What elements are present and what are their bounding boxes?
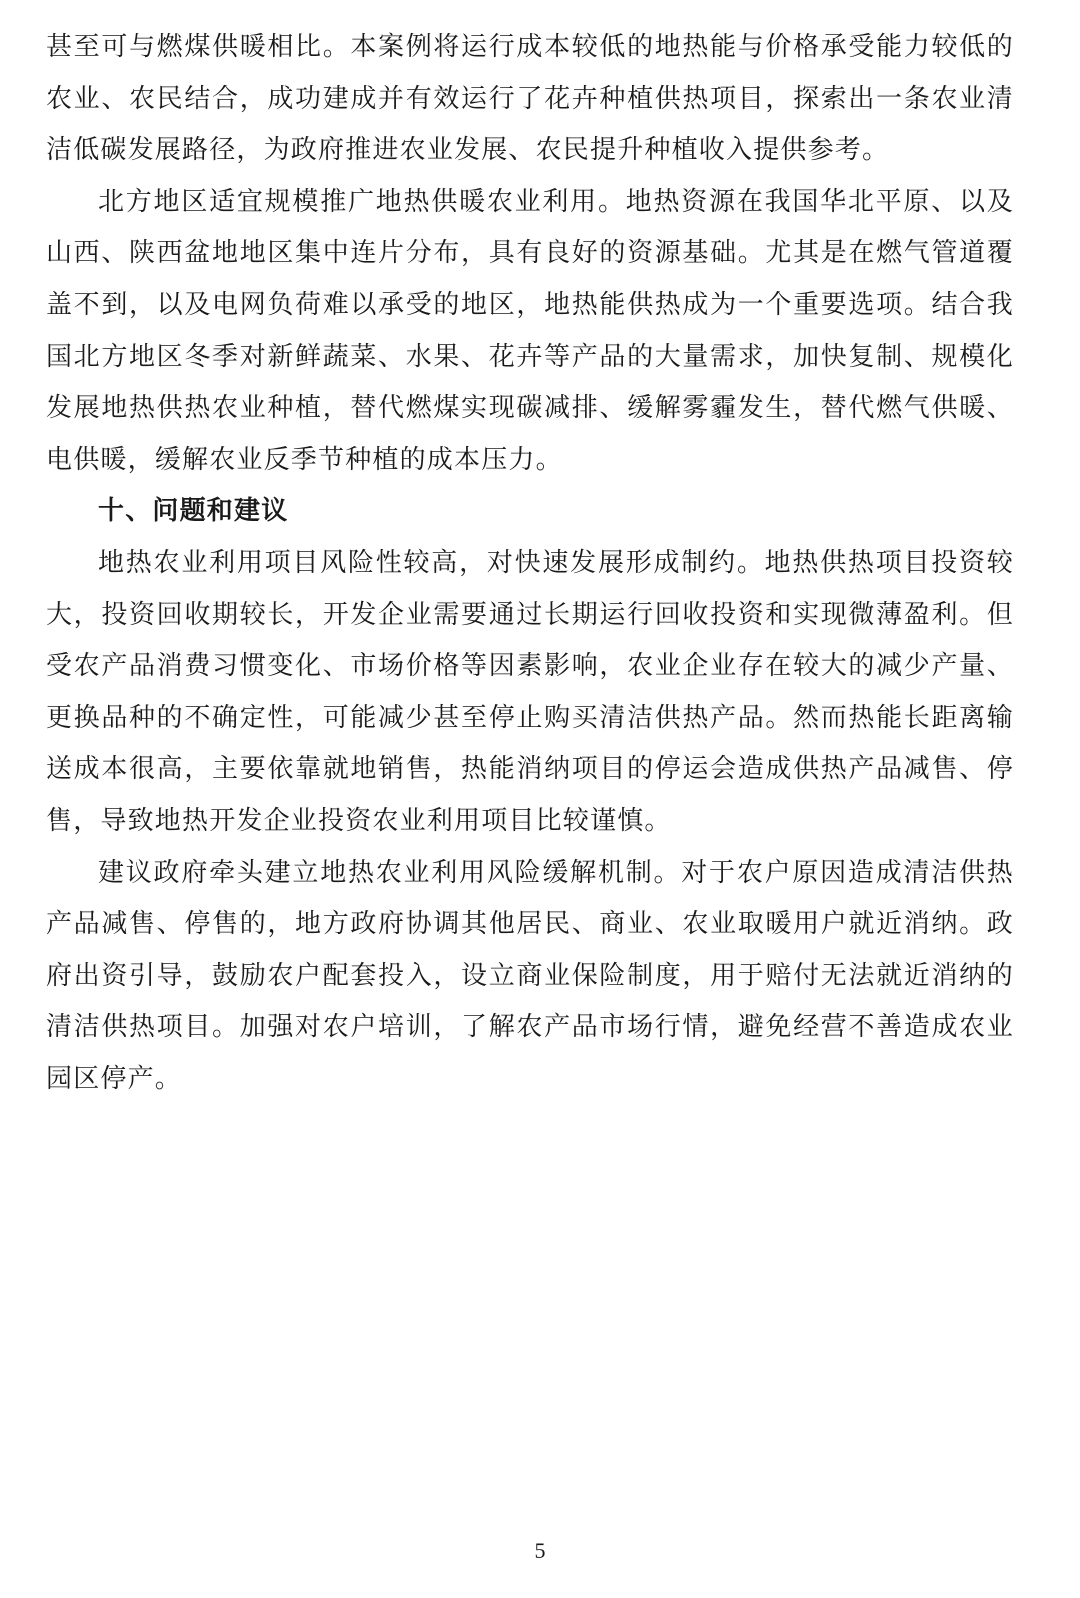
paragraph-intro-continued: 甚至可与燃煤供暖相比。本案例将运行成本较低的地热能与价格承受能力较低的农业、农民结合，成功建成并有效运行了花卉种植供热项目，探索出一条农业清洁低碳发展路径，为政府推进农业发展、农民提升种植收入提供参考。 [46, 32, 1014, 166]
page-number: 5 [534, 1538, 546, 1563]
section-heading-problems-suggestions: 十、问题和建议 [98, 496, 289, 527]
paragraph-risk: 地热农业利用项目风险性较高，对快速发展形成制约。地热供热项目投资较大，投资回收期较长，开发企业需要通过长期运行回收投资和实现微薄盈利。但受农产品消费习惯变化、市场价格等因素影响，农业企业存在较大的减少产量、更换品种的不确定性，可能减少甚至停止购买清洁供热产品。然而热能长距离输送成本很高，主要依靠就地销售，热能消纳项目的停运会造成供热产品减售、停售，导致地热开发企业投资农业利用项目比较谨慎。 [46, 547, 1014, 836]
paragraph-suggestion: 建议政府牵头建立地热农业利用风险缓解机制。对于农户原因造成清洁供热产品减售、停售的，地方政府协调其他居民、商业、农业取暖用户就近消纳。政府出资引导，鼓励农户配套投入，设立商业保险制度，用于赔付无法就近消纳的清洁供热项目。加强对农户培训，了解农产品市场行情，避免经营不善造成农业园区停产。 [46, 857, 1014, 1094]
document-page [46, 22, 1014, 1105]
paragraph-northern-region: 北方地区适宜规模推广地热供暖农业利用。地热资源在我国华北平原、以及山西、陕西盆地地区集中连片分布，具有良好的资源基础。尤其是在燃气管道覆盖不到，以及电网负荷难以承受的地区，地热能供热成为一个重要选项。结合我国北方地区冬季对新鲜蔬菜、水果、花卉等产品的大量需求，加快复制、规模化发展地热供热农业种植，替代燃煤实现碳减排、缓解雾霾发生，替代燃气供暖、电供暖，缓解农业反季节种植的成本压力。 [46, 186, 1014, 475]
